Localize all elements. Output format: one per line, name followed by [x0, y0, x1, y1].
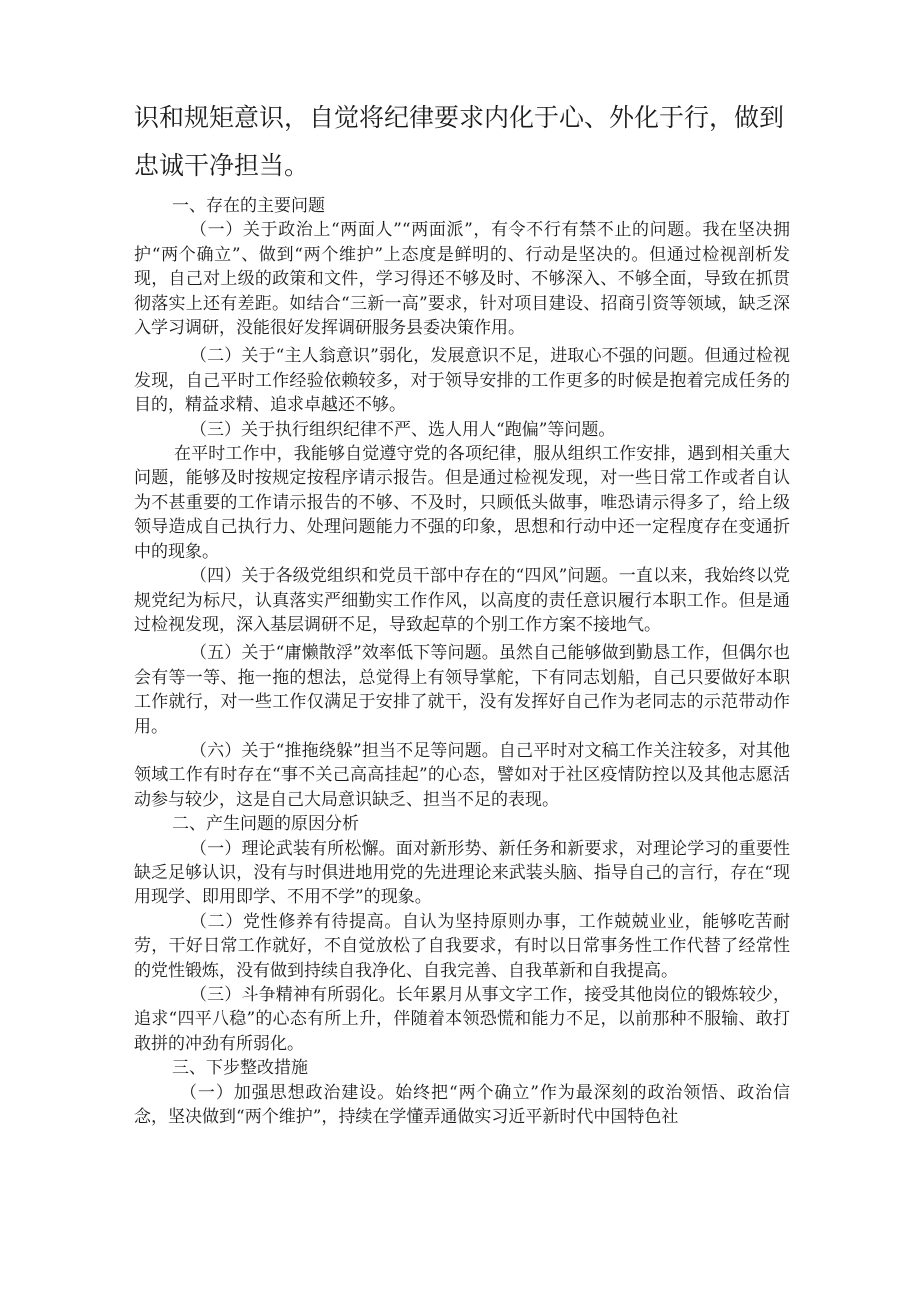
section-2-paragraph-2: （二）党性修养有待提高。自认为坚持原则办事，工作兢兢业业，能够吃苦耐劳，干好日常工作就好，不自觉放松了自我要求，有时以日常事务性工作代替了经常性的党性锻炼，没有做到持续自我净化、自我完善、自我革新和自我提高。	[134, 911, 790, 981]
section-1-paragraph-3b: 在平时工作中，我能够自觉遵守党的各项纪律，服从组织工作安排，遇到相关重大问题，能够及时按规定按程序请示报告。但是通过检视发现，对一些日常工作或者自认为不甚重要的工作请示报告的不够、不及时，只顾低头做事，唯恐请示得多了，给上级领导造成自己执行力、处理问题能力不强的印象，思想和行动中还一定程度存在变通折中的现象。	[134, 444, 790, 562]
section-1-paragraph-5: （五）关于“庸懒散浮”效率低下等问题。虽然自己能够做到勤恳工作，但偶尔也会有等一等、拖一拖的想法，总觉得上有领导掌舵，下有同志划船，自己只要做好本职工作就行，对一些工作仅满足于安排了就干，没有发挥好自己作为老同志的示范带动作用。	[134, 643, 790, 737]
section-1-paragraph-3: （三）关于执行组织纪律不严、选人用人“跑偏”等问题。	[190, 419, 616, 440]
header-line-1: 识和规矩意识，自觉将纪律要求内化于心、外化于行，做到	[134, 103, 785, 132]
section-2-heading: 二、产生问题的原因分析	[172, 814, 359, 835]
section-1-paragraph-2: （二）关于“主人翁意识”弱化，发展意识不足，进取心不强的问题。但通过检视发现，自己平时工作经验依赖较多，对于领导安排的工作更多的时候是抱着完成任务的目的，精益求精、追求卓越还不够。	[134, 346, 790, 416]
section-3-paragraph-1: （一）加强思想政治建设。始终把“两个确立”作为最深刻的政治领悟、政治信念，坚决做到“两个维护”，持续在学懂弄通做实习近平新时代中国特色社	[134, 1082, 790, 1128]
section-2-paragraph-3: （三）斗争精神有所弱化。长年累月从事文字工作，接受其他岗位的锻炼较少，追求“四平八稳”的心态有所上升，伴随着本领恐慌和能力不足，以前那种不服输、敢打敢拼的冲劲有所弱化。	[134, 985, 790, 1054]
section-3-heading: 三、下步整改措施	[172, 1058, 308, 1079]
document-body	[134, 194, 790, 1129]
section-1-paragraph-6: （六）关于“推拖绕躲”担当不足等问题。自己平时对文稿工作关注较多，对其他领域工作有时存在“事不关己高高挂起”的心态，譬如对于社区疫情防控以及其他志愿活动参与较少，这是自己大局意识缺乏、担当不足的表现。	[134, 740, 790, 810]
section-1-heading: 一、存在的主要问题	[172, 196, 325, 216]
section-1-paragraph-1: （一）关于政治上“两面人”“两面派”，有令不行有禁不止的问题。我在坚决拥护“两个确立”、做到“两个维护”上态度是鲜明的、行动是坚决的。但通过检视剖析发现，自己对上级的政策和文件，学习得还不够及时、不够深入、不够全面，导致在抓贯彻落实上还有差距。如结合“三新一高”要求，针对项目建设、招商引资等领域，缺乏深入学习调研，没能很好发挥调研服务县委决策作用。	[134, 220, 790, 339]
section-1-paragraph-4: （四）关于各级党组织和党员干部中存在的“四风”问题。一直以来，我始终以党规党纪为标尺，认真落实严细勤实工作作风，以高度的责任意识履行本职工作。但是通过检视发现，深入基层调研不足，导致起草的个别工作方案不接地气。	[134, 566, 790, 635]
section-2-paragraph-1: （一）理论武装有所松懈。面对新形势、新任务和新要求，对理论学习的重要性缺乏足够认识，没有与时俱进地用党的先进理论来武装头脑、指导自己的言行，存在“现用现学、即用即学、不用不学”的现象。	[134, 838, 790, 908]
header-line-2: 忠诚干净担当。	[134, 151, 310, 180]
